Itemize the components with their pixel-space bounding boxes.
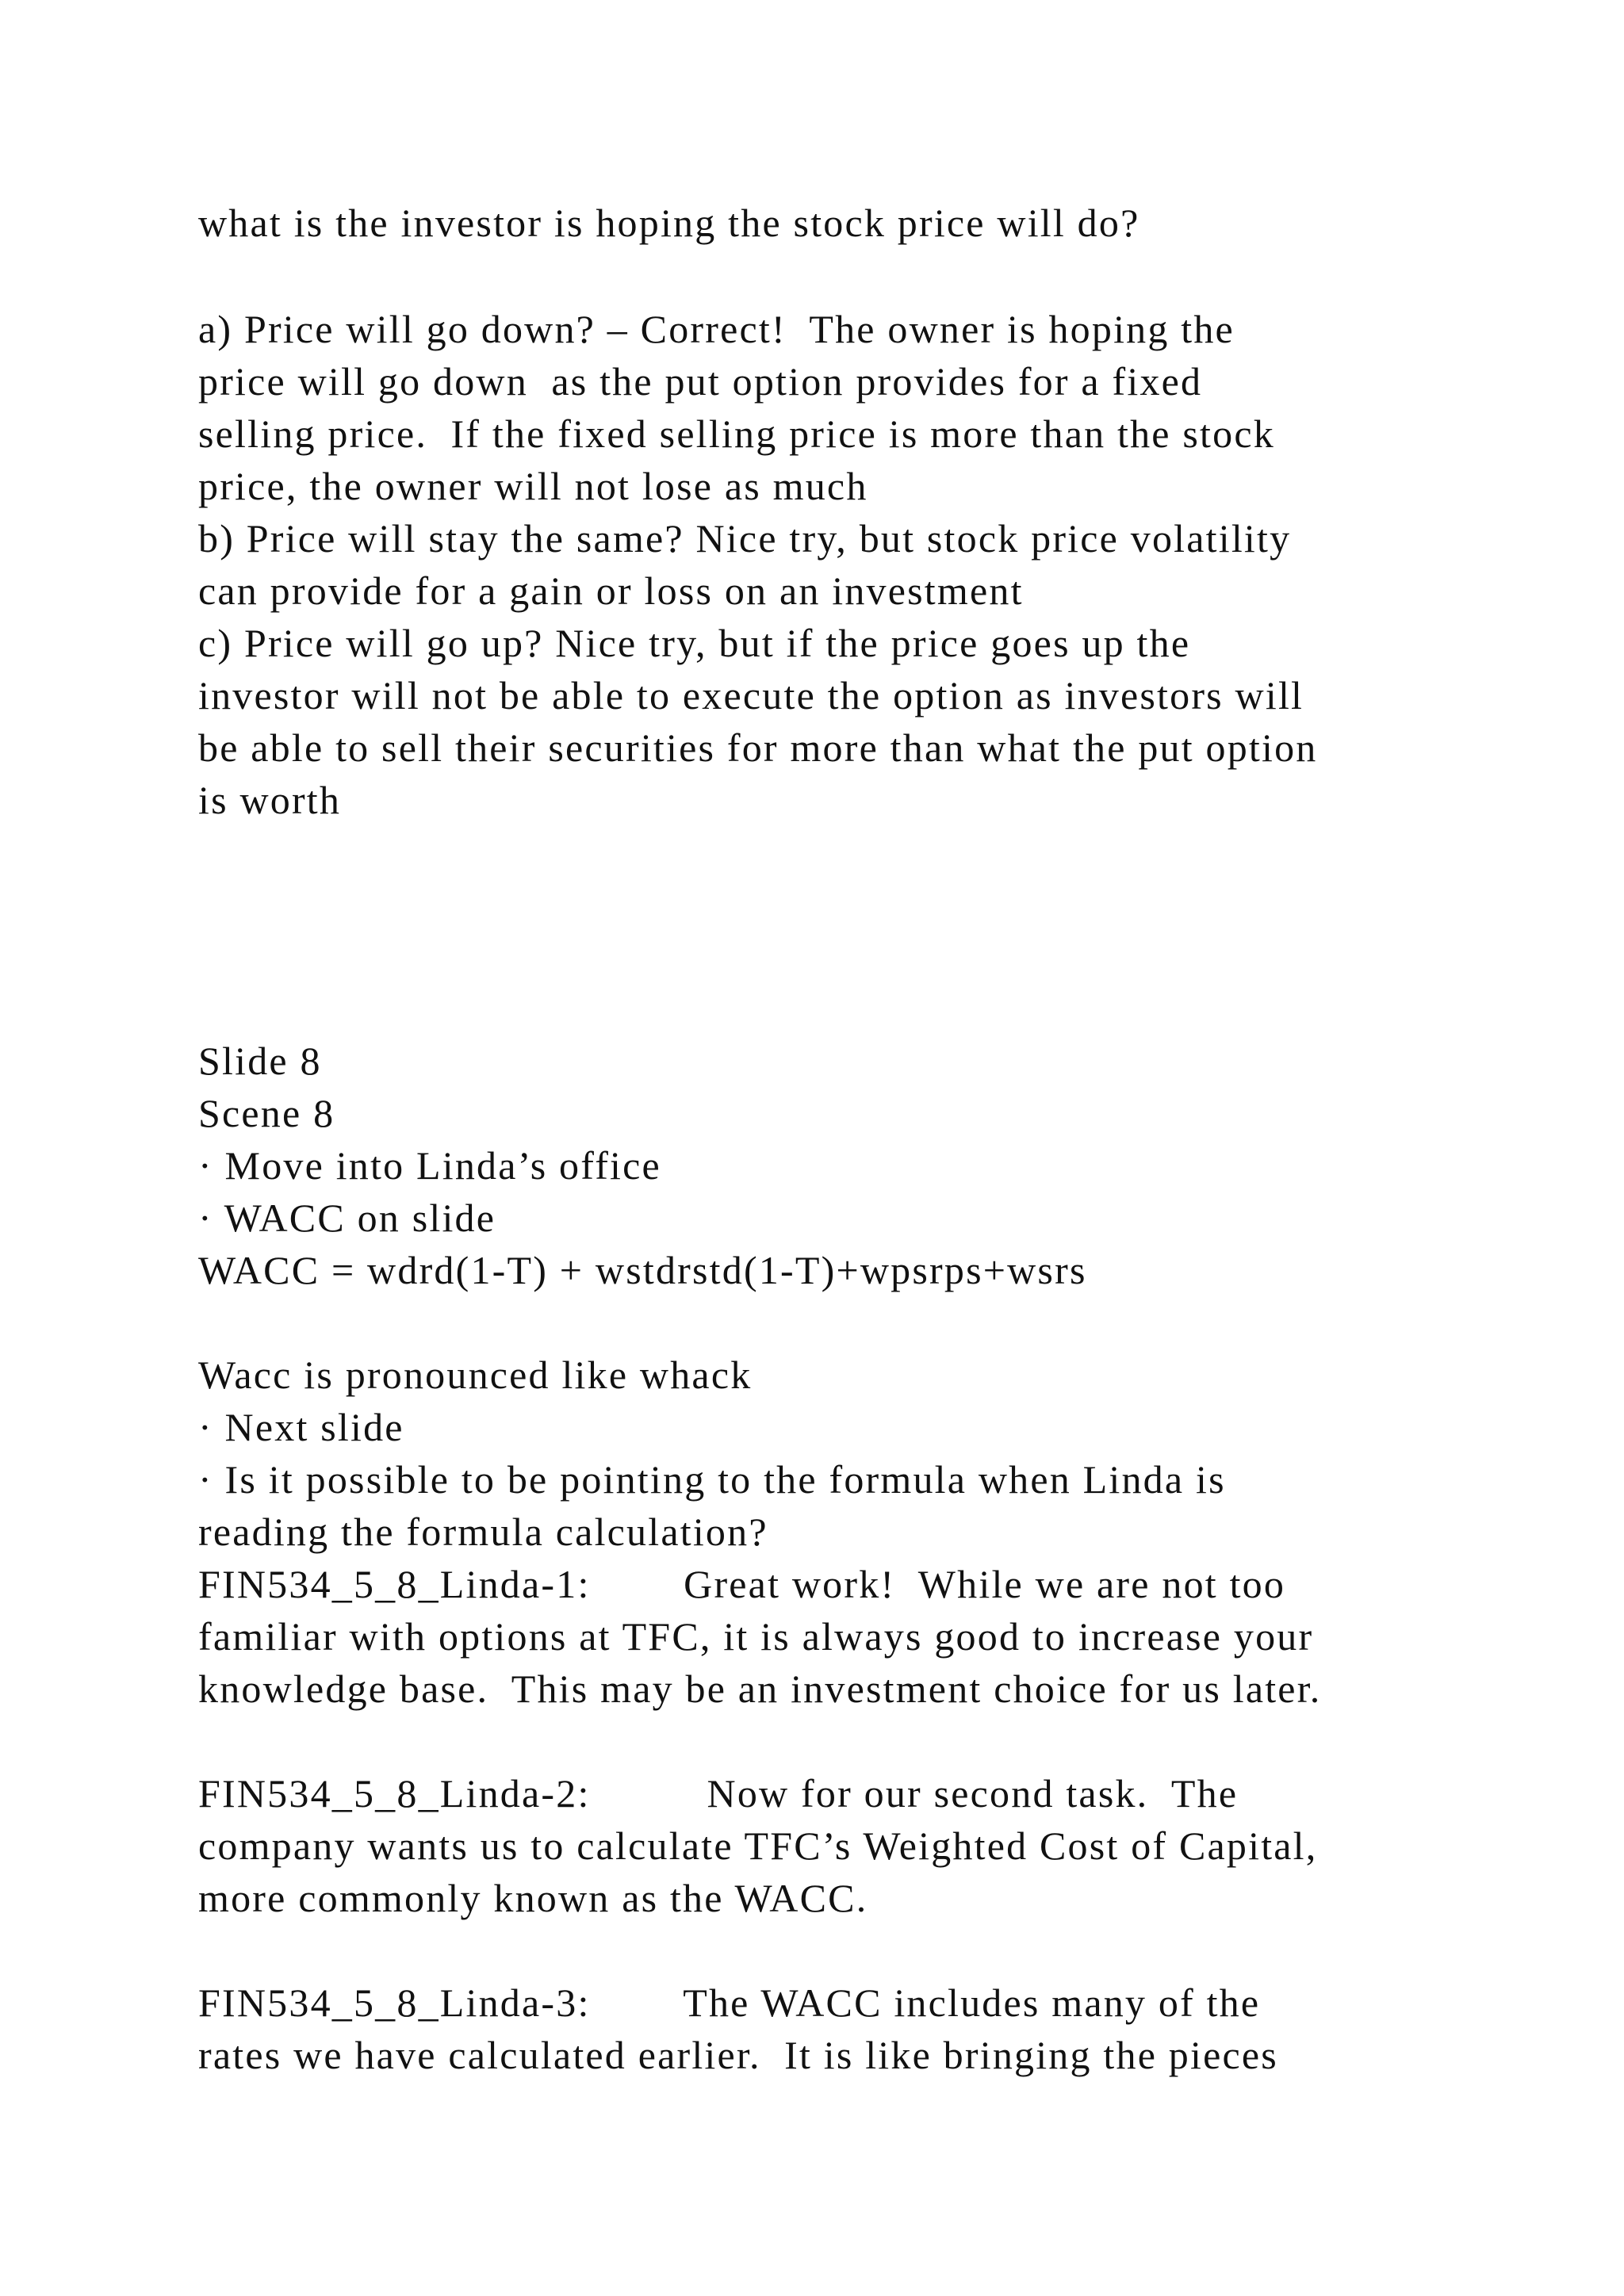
bullet-item: · Is it possible to be pointing to the formula when Linda is (198, 1457, 1226, 1502)
option-c-line: be able to sell their securities for more than what the put option (198, 725, 1318, 770)
linda-3-line: FIN534_5_8_Linda-3: The WACC includes many of the (198, 1980, 1261, 2025)
question-text: what is the investor is hoping the stock price will do? (198, 201, 1140, 245)
linda-1-line: familiar with options at TFC, it is always good to increase your (198, 1614, 1314, 1659)
wacc-formula: WACC = wdrd(1-T) + wstdrstd(1-T)+wpsrps+wsrs (198, 1248, 1087, 1292)
option-a-line: a) Price will go down? – Correct! The owner is hoping the (198, 307, 1235, 351)
option-c-line: investor will not be able to execute the option as investors will (198, 673, 1304, 718)
option-b-line: can provide for a gain or loss on an investment (198, 568, 1024, 613)
scene-heading: Scene 8 (198, 1091, 335, 1135)
option-c-line: is worth (198, 778, 342, 822)
linda-2-line: FIN534_5_8_Linda-2: Now for our second task. The (198, 1771, 1239, 1816)
bullet-continuation: reading the formula calculation? (198, 1510, 768, 1554)
slide-heading: Slide 8 (198, 1039, 322, 1083)
bullet-item: · Next slide (198, 1405, 404, 1449)
linda-2-line: more commonly known as the WACC. (198, 1876, 868, 1920)
option-a-line: selling price. If the fixed selling price is more than the stock (198, 411, 1275, 456)
linda-1-line: knowledge base. This may be an investment choice for us later. (198, 1667, 1322, 1711)
linda-3-line: rates we have calculated earlier. It is like bringing the pieces (198, 2033, 1278, 2077)
linda-2-line: company wants us to calculate TFC’s Weighted Cost of Capital, (198, 1823, 1318, 1868)
bullet-item: · WACC on slide (198, 1196, 496, 1240)
linda-1-line: FIN534_5_8_Linda-1: Great work! While we are not too (198, 1562, 1286, 1606)
option-c-line: c) Price will go up? Nice try, but if the price goes up the (198, 621, 1191, 665)
option-a-line: price will go down as the put option provides for a fixed (198, 359, 1203, 404)
option-b-line: b) Price will stay the same? Nice try, but stock price volatility (198, 516, 1292, 561)
bullet-item: · Move into Linda’s office (198, 1143, 661, 1188)
option-a-line: price, the owner will not lose as much (198, 464, 868, 508)
pronunciation-note: Wacc is pronounced like whack (198, 1353, 753, 1397)
